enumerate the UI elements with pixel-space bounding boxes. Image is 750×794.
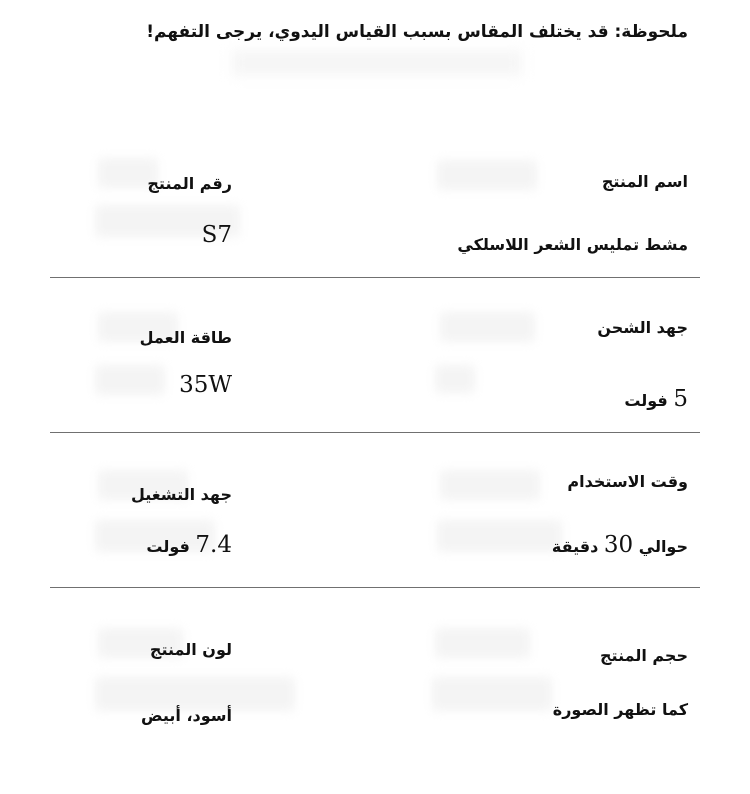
product-size-label: حجم المنتج — [600, 646, 688, 665]
product-size-value: كما تظهر الصورة — [552, 700, 688, 719]
ghost-block — [435, 628, 530, 658]
usage-time-value — [552, 532, 688, 558]
product-color-label: لون المنتج — [149, 640, 232, 659]
ghost-block — [432, 677, 552, 711]
charging-voltage-value — [624, 386, 688, 412]
usage-time-number: 30 — [603, 532, 634, 558]
product-number-value: S7 — [201, 222, 232, 248]
working-power-value: 35W — [179, 372, 232, 398]
operating-voltage-number: 7.4 — [195, 532, 232, 558]
operating-voltage-value — [146, 532, 232, 558]
charging-voltage-label: جهد الشحن — [597, 318, 688, 337]
product-name-label: اسم المنتج — [601, 172, 688, 191]
operating-voltage-label: جهد التشغيل — [130, 485, 232, 504]
product-number-label: رقم المنتج — [147, 174, 232, 193]
ghost-block — [437, 160, 537, 190]
divider — [50, 432, 700, 433]
usage-time-label: وقت الاستخدام — [567, 472, 688, 491]
usage-time-prefix: حوالي — [638, 537, 688, 556]
divider — [50, 277, 700, 278]
ghost-block — [437, 520, 562, 552]
ghost-block — [440, 312, 535, 342]
product-color-value: أسود، أبيض — [141, 706, 232, 725]
operating-voltage-unit: فولت — [146, 537, 190, 556]
charging-voltage-number: 5 — [673, 386, 688, 412]
ghost-block — [95, 365, 165, 395]
ghost-block — [435, 365, 475, 393]
charging-voltage-unit: فولت — [624, 391, 668, 410]
divider — [50, 587, 700, 588]
usage-time-unit: دقيقة — [551, 537, 599, 556]
working-power-label: طاقة العمل — [139, 328, 232, 347]
measurement-note: ملحوظة: قد يختلف المقاس بسبب القياس اليدوي، يرجى التفهم! — [146, 22, 688, 42]
note-shadow — [232, 50, 522, 76]
ghost-block — [440, 470, 540, 500]
product-name-value: مشط تمليس الشعر اللاسلكي — [457, 235, 688, 254]
